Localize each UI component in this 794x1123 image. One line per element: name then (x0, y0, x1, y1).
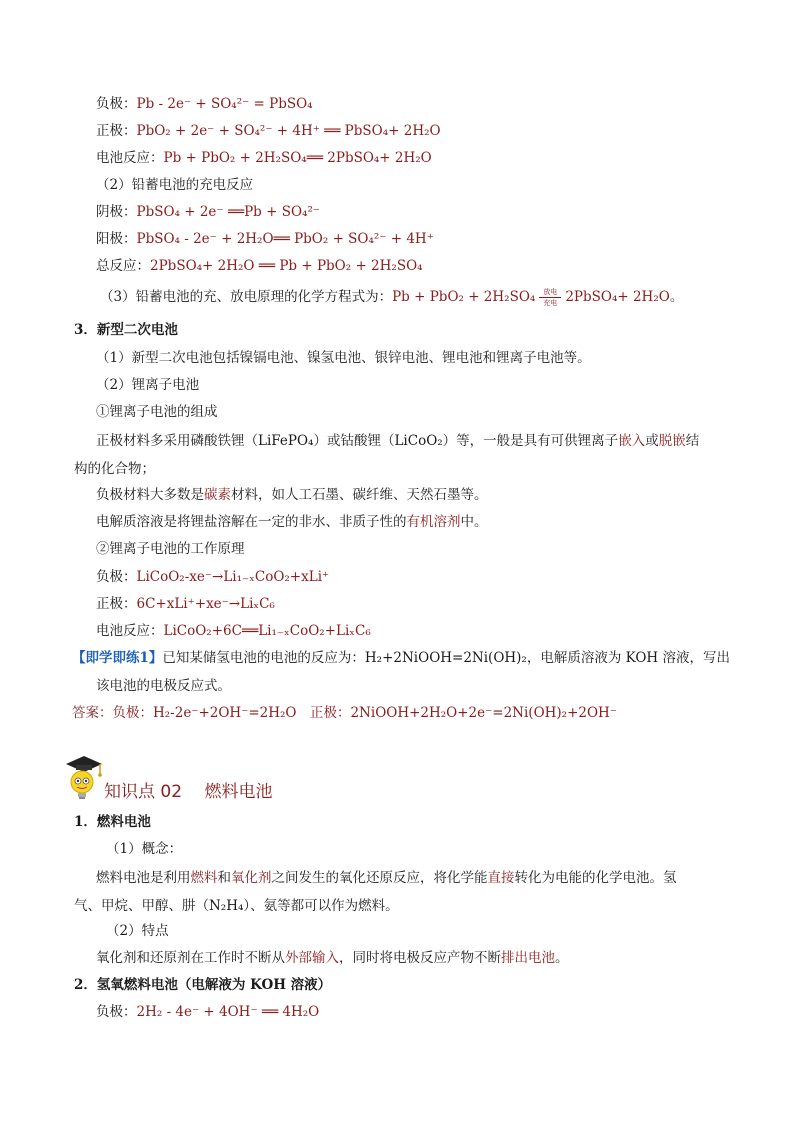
paragraph: 气、甲烷、甲醇、肼（N₂H₄）、氨等都可以作为燃料。 (74, 898, 399, 914)
reversible-arrow: $\frac{\text{放电}}{\text{充电}}$ (539, 288, 561, 307)
li-negative-line: 负极：LiCoO₂-xe⁻→Li₁₋ₓCoO₂+xLi⁺ (96, 569, 330, 585)
section-heading: 2．氢氧燃料电池（电解液为 KOH 溶液） (74, 977, 332, 993)
practice-tag: 【即学即练1】 (72, 650, 163, 666)
charge-discharge-equation-line: （3）铅蓄电池的充、放电原理的化学方程式为：Pb + PbO₂ + 2H₂SO₄ $\frac{\text{放电}}{\text{充电}}$ 2PbSO₄+ 2H₂O。 (100, 288, 684, 307)
paragraph: （2）特点 (106, 923, 169, 939)
fuel-negative-line: 负极：2H₂ - 4e⁻ + 4OH⁻ ══ 4H₂O (96, 1004, 320, 1020)
discharge-positive-line: 正极：PbO₂ + 2e⁻ + SO₄²⁻ + 4H⁺ ══ PbSO₄+ 2H₂O (96, 123, 441, 139)
equation: 2H₂ - 4e⁻ + 4OH⁻ ══ 4H₂O (136, 1004, 320, 1020)
equation: Pb - 2e⁻ + SO₄²⁻ = PbSO₄ (136, 96, 313, 112)
equation: PbSO₄ - 2e⁻ + 2H₂O══ PbO₂ + SO₄²⁻ + 4H⁺ (136, 231, 434, 247)
knowledge-point-header (60, 752, 273, 802)
paragraph: 负极材料大多数是碳素材料，如人工石墨、碳纤维、天然石墨等。 (96, 487, 488, 503)
lightbulb-graduate-icon (60, 752, 104, 802)
section-heading: 3．新型二次电池 (74, 322, 178, 338)
equation: LiCoO₂-xe⁻→Li₁₋ₓCoO₂+xLi⁺ (136, 569, 330, 585)
paragraph: （2）锂离子电池 (96, 377, 200, 393)
paragraph: 氧化剂和还原剂在工作时不断从外部输入，同时将电极反应产物不断排出电池。 (96, 950, 569, 966)
paragraph: ②锂离子电池的工作原理 (96, 541, 245, 557)
practice-question-cont: 该电池的电极反应式。 (96, 678, 231, 694)
paragraph: ①锂离子电池的组成 (96, 404, 218, 420)
equation: PbO₂ + 2e⁻ + SO₄²⁻ + 4H⁺ ══ PbSO₄+ 2H₂O (136, 123, 441, 139)
anode-line: 阳极：PbSO₄ - 2e⁻ + 2H₂O══ PbO₂ + SO₄²⁻ + 4H⁺ (96, 231, 434, 247)
knowledge-point-title: 知识点 02 燃料电池 (104, 782, 273, 802)
equation: PbSO₄ + 2e⁻ ══Pb + SO₄²⁻ (136, 204, 320, 220)
li-cell-line: 电池反应：LiCoO₂+6C══Li₁₋ₓCoO₂+LiₓC₆ (96, 623, 371, 639)
discharge-cell-line: 电池反应：Pb + PbO₂ + 2H₂SO₄══ 2PbSO₄+ 2H₂O (96, 150, 432, 166)
section-heading: 1．燃料电池 (74, 814, 151, 830)
equation: Pb + PbO₂ + 2H₂SO₄══ 2PbSO₄+ 2H₂O (163, 150, 432, 166)
charge-title: （2）铅蓄电池的充电反应 (96, 177, 254, 193)
practice-question: 【即学即练1】已知某储氢电池的电池的反应为：H₂+2NiOOH=2Ni(OH)₂，电解质溶液为 KOH 溶液，写出 (72, 650, 730, 666)
paragraph: 电解质溶液是将锂盐溶解在一定的非水、非质子性的有机溶剂中。 (96, 514, 488, 530)
practice-answer: 答案：负极：H₂-2e⁻+2OH⁻=2H₂O 正极：2NiOOH+2H₂O+2e⁻=2Ni(OH)₂+2OH⁻ (72, 705, 617, 721)
equation: 2PbSO₄+ 2H₂O ══ Pb + PbO₂ + 2H₂SO₄ (150, 258, 423, 274)
total-line: 总反应：2PbSO₄+ 2H₂O ══ Pb + PbO₂ + 2H₂SO₄ (96, 258, 423, 274)
li-positive-line: 正极：6C+xLi⁺+xe⁻→LiₓC₆ (96, 596, 275, 612)
equation: LiCoO₂+6C══Li₁₋ₓCoO₂+LiₓC₆ (163, 623, 371, 639)
paragraph: （1）概念： (106, 841, 183, 857)
paragraph: 正极材料多采用磷酸铁锂（LiFePO₄）或钴酸锂（LiCoO₂）等，一般是具有可供锂离子嵌入或脱嵌结 (96, 433, 700, 449)
equation: 6C+xLi⁺+xe⁻→LiₓC₆ (136, 596, 275, 612)
paragraph: 燃料电池是利用燃料和氧化剂之间发生的氧化还原反应，将化学能直接转化为电能的化学电池。氢 (96, 870, 677, 886)
paragraph: （1）新型二次电池包括镍镉电池、镍氢电池、银锌电池、锂电池和锂离子电池等。 (96, 350, 591, 366)
discharge-negative-line: 负极：Pb - 2e⁻ + SO₄²⁻ = PbSO₄ (96, 96, 313, 112)
paragraph: 构的化合物； (74, 461, 155, 477)
cathode-line: 阴极：PbSO₄ + 2e⁻ ══Pb + SO₄²⁻ (96, 204, 320, 220)
